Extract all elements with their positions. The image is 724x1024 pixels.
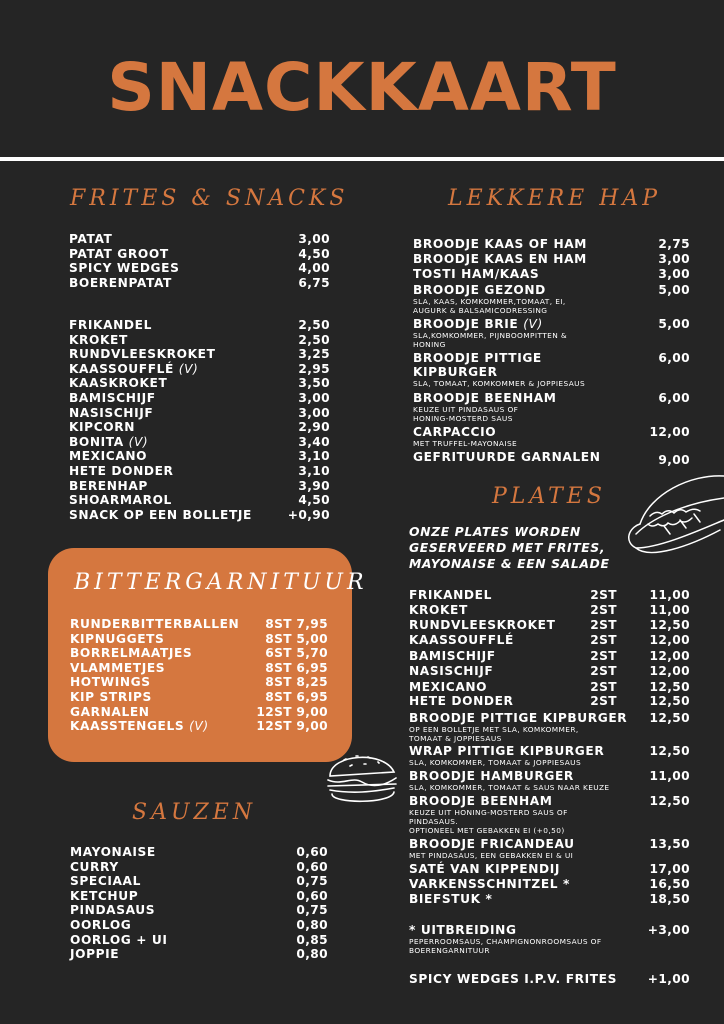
menu-item-description: PEPERROOMSAUS, CHAMPIGNONROOMSAUS OF BOERENGARNITUUR (409, 937, 602, 955)
menu-item-name: KAASSTENGELS (V) (70, 719, 209, 734)
menu-item-name: BORRELMAATJES (70, 646, 193, 661)
lekkere-hap-heading: LEKKERE HAP (448, 186, 662, 211)
menu-item-price: 7,95 (296, 617, 328, 631)
sauzen-heading: SAUZEN (132, 800, 257, 825)
menu-item-quantity: 2ST (590, 603, 617, 617)
menu-item-price: 0,75 (296, 903, 328, 918)
menu-item-name: GARNALEN (70, 704, 150, 719)
menu-item-price: 5,00 (658, 283, 690, 297)
menu-item-price: 12,50 (649, 794, 690, 808)
menu-item-quantity: 2ST (590, 664, 617, 678)
menu-item-price: 9,00 (296, 719, 328, 734)
menu-item-name: SPICY WEDGES I.P.V. FRITES (409, 972, 617, 986)
menu-item-quantity: 8ST (265, 617, 292, 631)
menu-item-price: 3,00 (298, 391, 330, 405)
menu-item-name: SATÉ VAN KIPPENDIJ (409, 862, 560, 876)
menu-item-name: PATAT GROOT (69, 246, 169, 261)
menu-item-quantity: 8ST (265, 660, 292, 675)
menu-item-name: HETE DONDER (409, 694, 514, 708)
menu-item-name: BONITA (V) (69, 434, 149, 449)
menu-item-price: 2,90 (298, 420, 330, 435)
bittergarnituur-heading: BITTERGARNITUUR (74, 570, 368, 595)
menu-item-name: BROODJE FRICANDEAU (409, 837, 575, 851)
menu-item-quantity: 8ST (265, 631, 292, 646)
menu-item-name: BROODJE HAMBURGER (409, 769, 574, 783)
menu-item-quantity: 6ST (265, 646, 292, 661)
menu-item-name: PINDASAUS (70, 903, 156, 918)
menu-item-quantity: 12ST (256, 719, 292, 734)
menu-item-price: 11,00 (649, 603, 690, 617)
menu-item-name: RUNDVLEESKROKET (409, 618, 556, 632)
menu-item-price: 3,10 (298, 464, 330, 478)
menu-item-price: 6,95 (296, 690, 328, 704)
title-divider (0, 157, 724, 161)
menu-item-name: BROODJE GEZOND (413, 283, 546, 297)
menu-item-price: +0,90 (287, 507, 330, 522)
menu-item-name: FRIKANDEL (69, 318, 152, 332)
menu-item-name: BROODJE PITTIGE KIPBURGER (409, 711, 628, 725)
menu-item-price: 18,50 (649, 892, 690, 906)
page-title: SNACKKAART (107, 49, 617, 126)
menu-item-price: 6,00 (658, 351, 690, 365)
vegetarian-mark: (V) (178, 361, 199, 376)
menu-item-price: 12,50 (649, 744, 690, 758)
menu-item-price: 12,00 (649, 664, 690, 678)
burger-icon (322, 746, 402, 812)
vegetarian-mark: (V) (128, 434, 149, 449)
menu-item-price: 3,90 (298, 478, 330, 493)
menu-item-name: GEFRITUURDE GARNALEN (413, 450, 601, 464)
menu-item-description: SLA, KAAS, KOMKOMMER,TOMAAT, EI, AUGURK & BALSAMICODRESSING (413, 297, 566, 315)
menu-item-price: 12,50 (649, 618, 690, 632)
menu-item-name: BROODJE BRIE (V) (413, 317, 543, 331)
menu-item-quantity: 2ST (590, 633, 617, 647)
menu-item-description: SLA, KOMKOMMER, TOMAAT & SAUS NAAR KEUZE (409, 783, 610, 792)
wrap-icon (620, 464, 724, 568)
menu-item-name: KIP STRIPS (70, 690, 152, 704)
menu-item-price: 3,00 (298, 232, 330, 246)
menu-item-name: CARPACCIO (413, 425, 497, 439)
menu-item-price: 0,75 (296, 874, 328, 889)
menu-item-price: 3,00 (658, 267, 690, 281)
menu-item-name: BROODJE BEENHAM (413, 391, 557, 405)
menu-item-price: 3,00 (298, 405, 330, 420)
menu-item-price: 6,95 (296, 660, 328, 675)
menu-item-quantity: 2ST (590, 588, 617, 602)
menu-item-description: SLA, TOMAAT, KOMKOMMER & JOPPIESAUS (413, 379, 586, 388)
menu-item-name: OORLOG + UI (70, 932, 168, 947)
menu-item-price: 11,00 (649, 769, 690, 783)
menu-item-name: VARKENSSCHNITZEL * (409, 877, 570, 891)
menu-item-name: CURRY (70, 859, 119, 874)
menu-item-price: 0,60 (296, 859, 328, 874)
menu-item-price: 3,50 (298, 376, 330, 391)
menu-item-description: KEUZE UIT HONING-MOSTERD SAUS OF PINDASAUS. OPTIONEEL MET GEBAKKEN EI (+0,50) (409, 808, 568, 835)
menu-item-description: OP EEN BOLLETJE MET SLA, KOMKOMMER, TOMAAT & JOPPIESAUS (409, 725, 579, 743)
menu-item-name: TOSTI HAM/KAAS (413, 267, 540, 281)
menu-item-name: KIPCORN (69, 420, 136, 435)
menu-item-description: SLA,KOMKOMMER, PIJNBOOMPITTEN & HONING (413, 331, 568, 349)
menu-item-price: 4,50 (298, 493, 330, 508)
menu-item-name: WRAP PITTIGE KIPBURGER (409, 744, 605, 758)
menu-item-description: MET TRUFFEL-MAYONAISE (413, 439, 518, 448)
menu-item-name: MEXICANO (409, 680, 488, 694)
menu-item-name: OORLOG (70, 918, 132, 932)
menu-item-price: 12,50 (649, 694, 690, 708)
menu-item-name: BAMISCHIJF (69, 391, 156, 405)
menu-item-description: SLA, KOMKOMMER, TOMAAT & JOPPIESAUS (409, 758, 582, 767)
menu-item-price: 12,00 (649, 633, 690, 647)
menu-item-quantity: 2ST (590, 649, 617, 663)
menu-item-price: 2,75 (658, 237, 690, 251)
plates-intro: ONZE PLATES WORDEN GESERVEERD MET FRITES, MAYONAISE & EEN SALADE (409, 524, 610, 571)
menu-item-price: 0,60 (296, 845, 328, 859)
menu-item-price: 13,50 (649, 837, 690, 851)
menu-item-name: KAASSOUFFLÉ (V) (69, 361, 199, 376)
menu-item-price: 6,75 (298, 276, 330, 291)
vegetarian-mark: (V) (189, 719, 209, 734)
menu-item-price: 12,00 (649, 425, 690, 439)
menu-item-price: 3,40 (298, 434, 330, 449)
vegetarian-mark: (V) (523, 317, 543, 331)
menu-item-name: BROODJE KAAS OF HAM (413, 237, 588, 251)
menu-item-price: 2,50 (298, 332, 330, 347)
menu-item-price: 11,00 (649, 588, 690, 602)
menu-item-price: 2,50 (298, 318, 330, 332)
menu-item-price: 5,00 (658, 317, 690, 331)
menu-item-price: 5,70 (296, 646, 328, 661)
menu-item-name: KAASKROKET (69, 376, 168, 391)
menu-item-name: MAYONAISE (70, 845, 156, 859)
menu-item-name: KROKET (409, 603, 468, 617)
menu-item-price: 6,00 (658, 391, 690, 405)
menu-item-price: 12,50 (649, 711, 690, 725)
menu-item-name: RUNDVLEESKROKET (69, 347, 216, 362)
menu-item-name: SNACK OP EEN BOLLETJE (69, 507, 252, 522)
menu-item-price: 0,85 (296, 932, 328, 947)
menu-item-quantity: 2ST (590, 680, 617, 694)
menu-item-price: 4,00 (298, 261, 330, 276)
menu-item-name: SPECIAAL (70, 874, 141, 889)
menu-item-name: BAMISCHIJF (409, 649, 496, 663)
menu-item-price: 4,50 (298, 246, 330, 261)
menu-item-name: PATAT (69, 232, 113, 246)
menu-item-name: RUNDERBITTERBALLEN (70, 617, 240, 631)
menu-item-name: MEXICANO (69, 449, 148, 464)
menu-item-quantity: 8ST (265, 675, 292, 690)
menu-item-quantity: 2ST (590, 618, 617, 632)
menu-item-price: +1,00 (647, 972, 690, 986)
menu-item-price: 0,60 (296, 888, 328, 903)
menu-item-name: HOTWINGS (70, 675, 151, 690)
menu-item-name: BOERENPATAT (69, 276, 172, 291)
menu-item-price: 9,00 (658, 453, 690, 467)
menu-item-name: VLAMMETJES (70, 660, 166, 675)
menu-item-name: KAASSOUFFLÉ (409, 633, 514, 647)
menu-item-quantity: 12ST (256, 704, 292, 719)
menu-item-name: NASISCHIJF (69, 405, 154, 420)
menu-item-name: BROODJE KAAS EN HAM (413, 252, 587, 266)
plates-heading: PLATES (492, 484, 606, 509)
menu-item-price: 16,50 (649, 877, 690, 891)
menu-item-price: 17,00 (649, 862, 690, 876)
menu-item-name: * UITBREIDING (409, 923, 517, 937)
menu-item-description: KEUZE UIT PINDASAUS OF HONING-MOSTERD SAUS (413, 405, 519, 423)
menu-item-name: NASISCHIJF (409, 664, 494, 678)
menu-item-price: 12,00 (649, 649, 690, 663)
menu-item-name: KIPNUGGETS (70, 631, 165, 646)
menu-item-name: BIEFSTUK * (409, 892, 493, 906)
menu-item-name: KROKET (69, 332, 128, 347)
frites-heading: FRITES & SNACKS (70, 186, 349, 211)
menu-item-price: 0,80 (296, 918, 328, 932)
menu-item-price: 0,80 (296, 947, 328, 962)
menu-item-name: FRIKANDEL (409, 588, 492, 602)
menu-item-price: 5,00 (296, 631, 328, 646)
menu-item-price: 12,50 (649, 680, 690, 694)
menu-item-name: BERENHAP (69, 478, 148, 493)
menu-item-name: KETCHUP (70, 888, 139, 903)
menu-item-name: HETE DONDER (69, 464, 174, 478)
menu-item-quantity: 8ST (265, 690, 292, 704)
menu-item-price: 2,95 (298, 361, 330, 376)
menu-item-name: JOPPIE (70, 947, 120, 962)
menu-item-name: SHOARMAROL (69, 493, 172, 508)
menu-item-price: 3,10 (298, 449, 330, 464)
menu-item-price: 8,25 (296, 675, 328, 690)
menu-item-name: BROODJE BEENHAM (409, 794, 553, 808)
menu-item-price: 3,25 (298, 347, 330, 362)
menu-item-name: BROODJE PITTIGE KIPBURGER (413, 351, 542, 379)
menu-item-name: SPICY WEDGES (69, 261, 180, 276)
menu-item-description: MET PINDASAUS, EEN GEBAKKEN EI & UI (409, 851, 574, 860)
menu-item-price: +3,00 (647, 923, 690, 937)
menu-item-price: 3,00 (658, 252, 690, 266)
menu-item-price: 9,00 (296, 704, 328, 719)
menu-item-quantity: 2ST (590, 694, 617, 708)
